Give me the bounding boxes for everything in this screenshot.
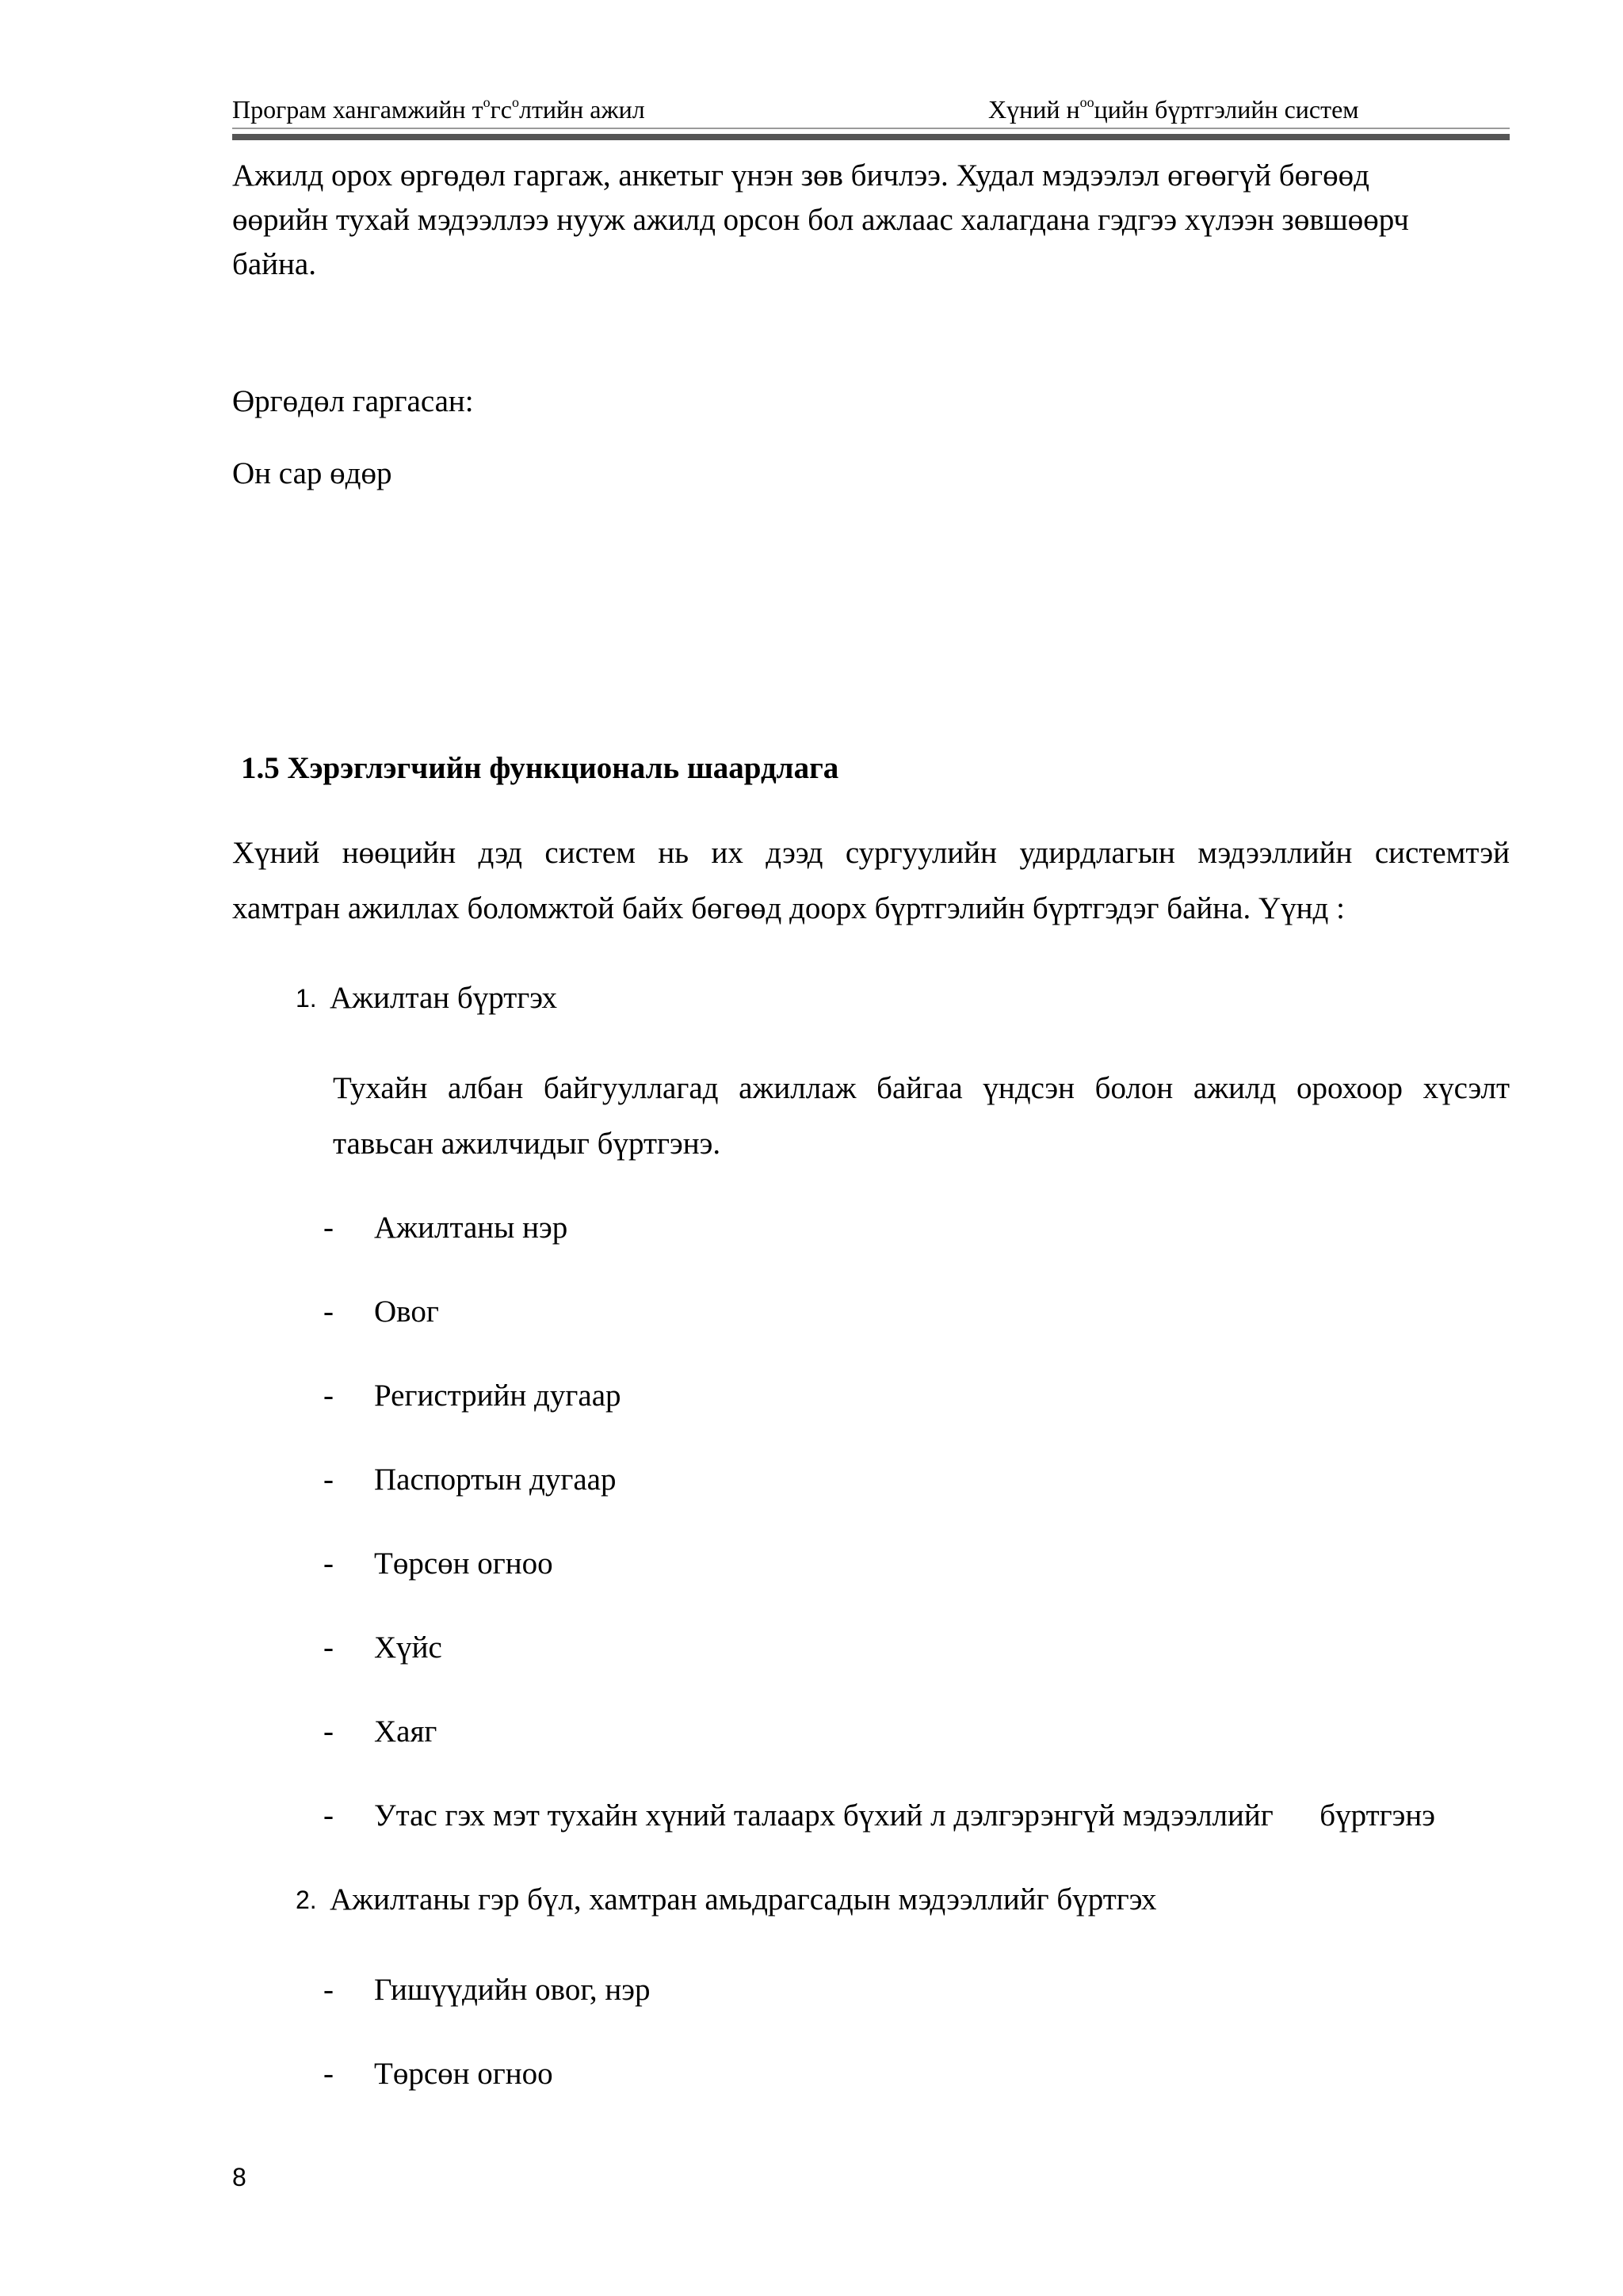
list-item: Утас гэх мэт тухайн хүний талаарх бүхий л дэлгэрэнгүй мэдээллийг бүртгэнэ (374, 1798, 1435, 1833)
intro-line-3: байна. (232, 247, 316, 281)
list-item: Гишүүдийн овог, нэр (374, 1973, 651, 2007)
section-para-line-2: хамтран ажиллах боломжтой байх бөгөөд доорх бүртгэлийн бүртгэдэг байна. Үүнд : (232, 891, 1345, 925)
bullet-dash: - (323, 1798, 334, 1833)
bullet-dash: - (323, 1379, 334, 1413)
bullet-dash: - (323, 1463, 334, 1497)
bullet-dash: - (323, 1630, 334, 1665)
list-1-desc-line-2: тавьсан ажилчидыг бүртгэнэ. (333, 1127, 721, 1161)
header-left: Програм хангамжийн $т^огс^олтийн$ ажил (232, 94, 645, 124)
list-item: Хаяг (374, 1714, 437, 1749)
list-item: Регистрийн дугаар (374, 1379, 621, 1413)
list-item: Төрсөн огноо (374, 1547, 553, 1581)
bullet-dash: - (323, 1714, 334, 1749)
header-rule-thin (232, 128, 1510, 129)
section-para-line-1: Хүний нөөцийн дэд систем нь их дээд сургуулийн удирдлагын мэдээллийн системтэй (232, 836, 1510, 870)
bullet-dash: - (323, 2057, 334, 2091)
list-item: Овог (374, 1295, 439, 1329)
list-item: Ажилтаны нэр (374, 1211, 568, 1245)
list-item: Төрсөн огноо (374, 2057, 553, 2091)
bullet-dash: - (323, 1547, 334, 1581)
page-number: 8 (232, 2163, 246, 2191)
bullet-dash: - (323, 1295, 334, 1329)
bullet-dash: - (323, 1973, 334, 2007)
section-heading: 1.5 Хэрэглэгчийн функциональ шаардлага (241, 751, 839, 785)
intro-line-1: Ажилд орох өргөдөл гаргаж, анкетыг үнэн зөв бичлээ. Худал мэдээлэл өгөөгүй бөгөөд (232, 158, 1369, 193)
header-right: Хүний $н^{оо}цийн$ бүртгэлийн систем (988, 94, 1359, 124)
list-2-title: Ажилтаны гэр бүл, хамтран амьдрагсадын мэдээллийг бүртгэх (330, 1882, 1157, 1917)
list-1-desc-line-1: Тухайн албан байгууллагад ажиллаж байгаа үндсэн болон ажилд орохоор хүсэлт (333, 1071, 1510, 1105)
bullet-dash: - (323, 1211, 334, 1245)
applicant-label: Өргөдөл гаргасан: (232, 384, 474, 418)
header-rule-thick (232, 134, 1510, 140)
list-2-number: 2. (296, 1886, 317, 1914)
list-1-title: Ажилтан бүртгэх (330, 981, 557, 1015)
list-item: Хүйс (374, 1630, 442, 1665)
intro-line-2: өөрийн тухай мэдээллээ нууж ажилд орсон бол ажлаас халагдана гэдгээ хүлээн зөвшөөрч (232, 203, 1409, 237)
list-item: Паспортын дугаар (374, 1463, 617, 1497)
list-1-number: 1. (296, 984, 317, 1013)
date-label: Он сар өдөр (232, 456, 392, 490)
